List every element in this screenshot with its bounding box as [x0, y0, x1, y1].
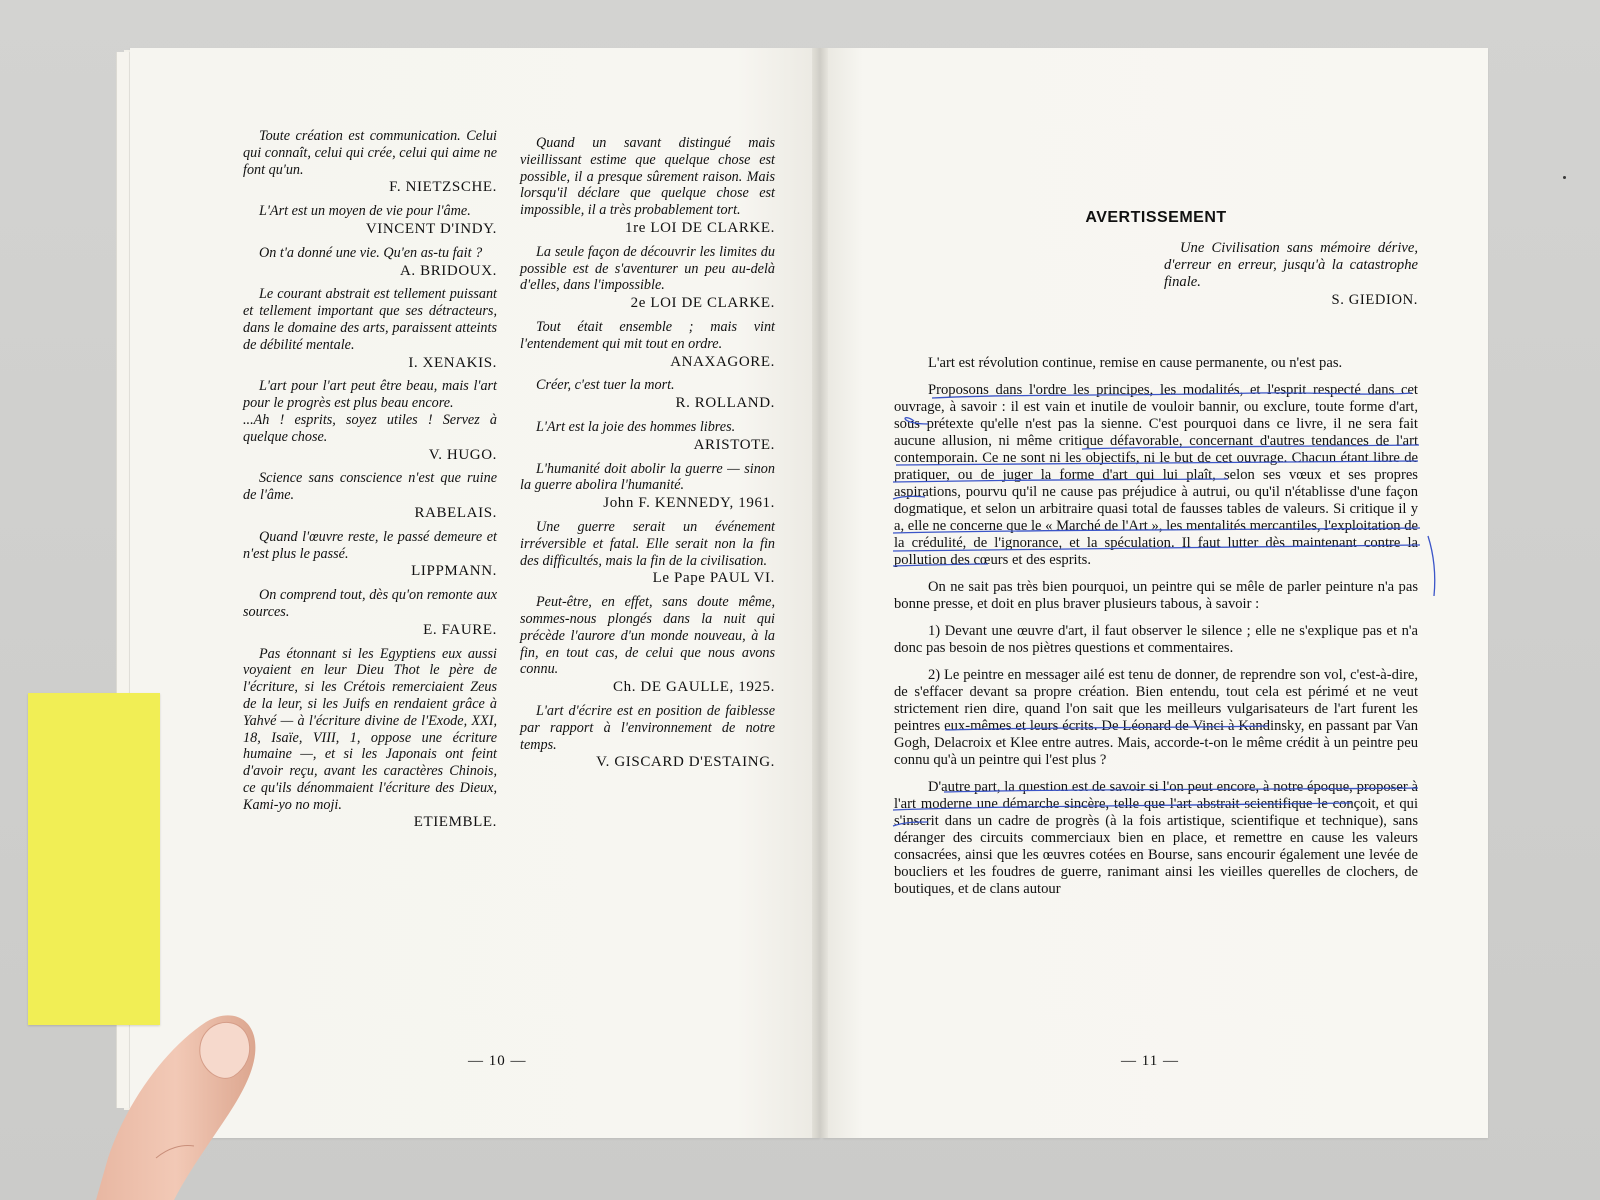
paragraph: On ne sait pas très bien pourquoi, un peintre qui se mêle de parler peinture n'a pas bonne presse, et doit en plus braver plusieurs tabous, à savoir : — [894, 579, 1418, 612]
quote-item: L'humanité doit abolir la guerre — sinon la guerre abolira l'humanité. John F. KENNEDY, 1961. — [520, 460, 775, 512]
underline-mark — [896, 461, 1418, 465]
quote-item: L'Art est la joie des hommes libres. ARISTOTE. — [520, 419, 775, 454]
underline-mark — [893, 803, 1352, 810]
quote-author: Ch. DE GAULLE, 1925. — [613, 679, 775, 696]
underline-mark — [893, 496, 925, 499]
quote-item: Toute création est communication. Celui qui connaît, celui qui crée, celui qui aime ne font qu'un. F. NIETZSCHE. — [243, 128, 497, 196]
quote-author: RABELAIS. — [414, 504, 497, 521]
page-number-left: — 10 — — [468, 1053, 527, 1069]
paper-speck — [1563, 176, 1566, 179]
quote-author: V. GISCARD D'ESTAING. — [596, 754, 775, 771]
paragraph: L'art est révolution continue, remise en cause permanente, ou n'est pas. — [928, 355, 1343, 371]
quote-item: On t'a donné une vie. Qu'en as-tu fait ? A. BRIDOUX. — [243, 245, 497, 280]
quote-author: V. HUGO. — [428, 446, 497, 463]
quote-author: VINCENT D'INDY. — [365, 220, 497, 237]
quote-author: 2e LOI DE CLARKE. — [630, 295, 775, 312]
quote-item: L'art d'écrire est en position de faiblesse par rapport à l'environnement de notre temps. V. GISCARD D'ESTAING. — [520, 702, 775, 771]
quote-item: Une guerre serait un événement irréversible et fatal. Elle serait non la fin des difficultés, mais la fin de la civilisation. Le Pape PAUL VI. — [520, 518, 775, 587]
underline-mark — [1082, 445, 1419, 449]
epigraph: Une Civilisation sans mémoire dérive, d'erreur en erreur, jusqu'à la catastrophe finale. — [1164, 240, 1418, 290]
quote-author: Le Pape PAUL VI. — [652, 570, 775, 587]
quote-item: Quand l'œuvre reste, le passé demeure et n'est plus le passé. LIPPMANN. — [243, 528, 497, 580]
page-title: AVERTISSEMENT — [1085, 209, 1227, 226]
paragraph: 2) Le peintre en messager ailé est tenu de donner, de reprendre son vol, c'est-à-dire, de s'effacer devant sa propre création. Bien entendu, tout cela est périmé et ne veut strictement rien dire, quand l'on sait que les meilleurs vulgarisateurs de l'art furent les peintres eux-mêmes et leurs écrits. De Léonard de Vinci à Kandinsky, en passant par Van Gogh, Delacroix et Klee entre autres. Mais, accorde-t-on le même crédit à un peintre peu connu qu'à un peintre qui l'est plus ? — [894, 667, 1418, 768]
quote-item: Science sans conscience n'est que ruine de l'âme. RABELAIS. — [243, 470, 497, 521]
quote-author: I. XENAKIS. — [408, 354, 497, 371]
quote-author: John F. KENNEDY, 1961. — [603, 495, 775, 512]
paragraph: 1) Devant une œuvre d'art, il faut observer le silence ; elle ne s'explique pas et n'a donc pas besoin de nos piètres questions et commentaires. — [894, 623, 1418, 656]
quote-author: 1re LOI DE CLARKE. — [625, 219, 775, 236]
page-number-right: — 11 — — [1121, 1053, 1179, 1069]
quote-author: R. ROLLAND. — [675, 395, 775, 412]
margin-bracket — [1428, 536, 1435, 596]
quote-item: Pas étonnant si les Egyptiens eux aussi voyaient en leur Dieu Thot le père de l'écriture, si les Crétois remerciaient Zeus de la leur, si les Juifs en rendaient grâce à Yahvé — à l'écriture divine de l'Exode, XXI, 18, Isaïe, VIII, 1, oppose une écriture humaine —, et si les Japonais ont feint d'avoir reçu, avant les caractères Chinois, ce qu'ils dénommaient l'écriture des Dieux, Kami-yo no moji. ETIEMBLE. — [243, 645, 497, 831]
quote-author: ARISTOTE. — [693, 436, 775, 453]
quote-item: Le courant abstrait est tellement puissant et tellement important que ses détracteurs, dans le domaine des arts, paraissent atteints de débilité mentale. I. XENAKIS. — [243, 286, 497, 371]
quote-author: ETIEMBLE. — [413, 814, 497, 831]
quote-author: LIPPMANN. — [411, 563, 497, 580]
underline-mark — [893, 545, 1420, 551]
quote-author: E. FAURE. — [423, 621, 497, 638]
quote-item: L'Art est un moyen de vie pour l'âme. VINCENT D'INDY. — [243, 203, 497, 238]
paragraph: D'autre part, la question est de savoir si l'on peut encore, à notre époque, proposer à l'art moderne une démarche sincère, telle que l'art abstrait scientifique le conçoit, et qui s'inscrit dans un cadre de progrès (à la fois artistique, scientifique et technique), sans déranger des circuits commerciaux bien en place, et remettre en cause les valeurs consacrées, ainsi que les œuvres cotées en Bourse, sans encourir également une levée de boucliers et les foudres de guerre, ranimant ainsi les vieilles querelles de clochers, de boutiques, et de clans autour — [894, 779, 1418, 897]
underline-mark — [905, 418, 928, 424]
quote-author: ANAXAGORE. — [670, 353, 775, 370]
underline-mark — [893, 479, 1228, 482]
quote-item: Peut-être, en effet, sans doute même, sommes-nous plongés dans la nuit qui précède l'aurore d'un monde nouveau, à la fin, en tout cas, de celui que nous avons connu. Ch. DE GAULLE, 1925. — [520, 594, 775, 696]
underline-mark — [893, 822, 928, 826]
epigraph-author: S. GIEDION. — [1331, 292, 1418, 308]
underline-mark — [944, 788, 1418, 792]
quote-item: La seule façon de découvrir les limites du possible est de s'aventurer un peu au-delà d'elles, dans l'impossible. 2e LOI DE CLARKE. — [520, 243, 775, 312]
underline-mark — [932, 393, 1412, 398]
underline-mark — [945, 726, 1268, 730]
underline-mark — [893, 528, 1420, 533]
quote-author: A. BRIDOUX. — [399, 262, 497, 279]
quote-item: Tout était ensemble ; mais vint l'entendement qui mit tout en ordre. ANAXAGORE. — [520, 318, 775, 370]
quote-item: L'art pour l'art peut être beau, mais l'art pour le progrès est plus beau encore. ...Ah ! esprits, soyez utiles ! Servez à quelque chose. V. HUGO. — [243, 378, 497, 463]
sticky-note-tab — [28, 693, 160, 1025]
underline-mark — [893, 564, 988, 566]
quote-author: F. NIETZSCHE. — [389, 179, 497, 196]
quote-item: On comprend tout, dès qu'on remonte aux sources. E. FAURE. — [243, 587, 497, 638]
quote-item: Quand un savant distingué mais vieillissant estime que quelque chose est possible, il a presque sûrement raison. Mais lorsqu'il déclare que quelque chose est impossible, il a très probablement tort. 1re LOI DE CLARKE. — [520, 135, 775, 236]
quote-item: Créer, c'est tuer la mort. R. ROLLAND. — [520, 377, 775, 412]
paragraph: Proposons dans l'ordre les principes, les modalités, et l'esprit respecté dans cet ouvrage, à savoir : il est vain et inutile de vouloir bannir, ou exclure, toute forme d'art, sous prétexte qu'elle n'est pas la sienne. C'est pourquoi dans ce livre, il ne sera fait aucune allusion, ni même critique défavorable, concernant d'autres tendances de l'art contemporain. Ce ne sont ni les objectifs, ni le but de cet ouvrage. Chacun étant libre de pratiquer, ou de juger la forme d'art qui lui plaît, selon ses vœux et ses propres aspirations, pourvu qu'il ne cause pas préjudice à autrui, ou qu'il n'établisse d'une façon dogmatique, et selon un arbitraire quasi total de fausses tables de valeurs. Si critique il y a, elle ne concerne que le « Marché de l'Art », les mentalités mercantiles, l'exploitation de la crédulité, de l'ignorance, et la spéculation. Il faut lutter dès maintenant contre la pollution des cœurs et des esprits. — [894, 382, 1418, 568]
finger-photo — [96, 1008, 266, 1200]
